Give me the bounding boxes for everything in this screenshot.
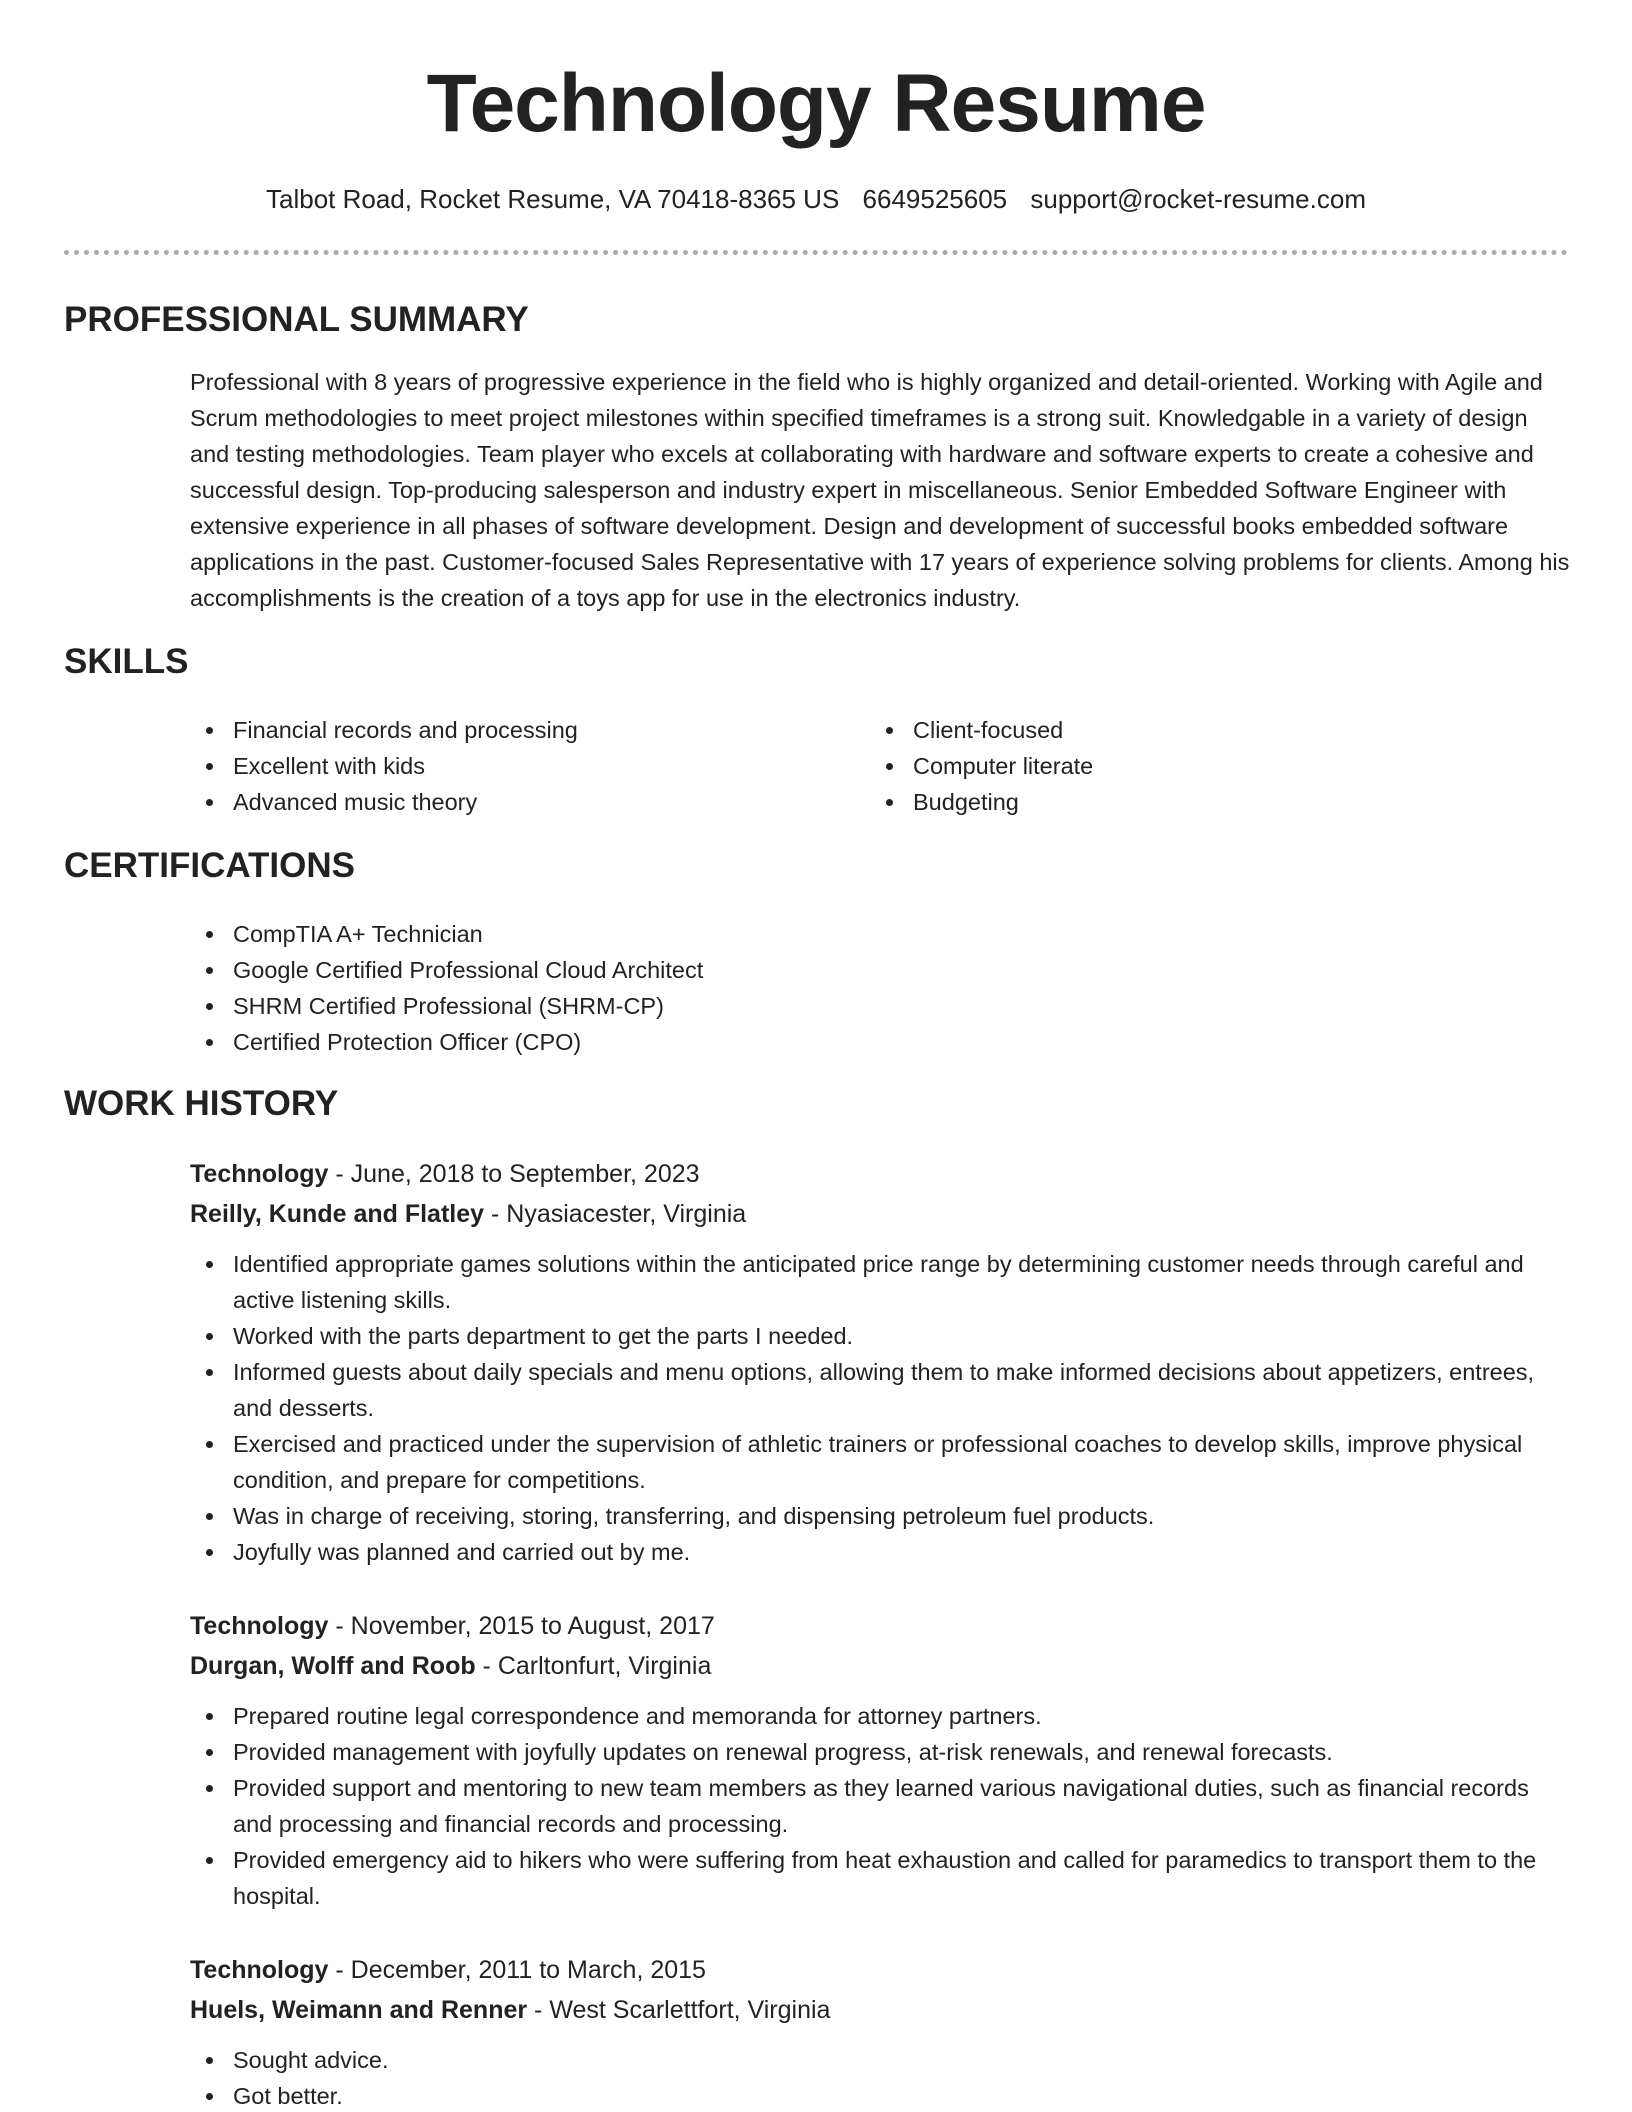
skill-item: Financial records and processing (190, 712, 840, 748)
section-heading-summary: PROFESSIONAL SUMMARY (64, 300, 529, 339)
job-title-line (190, 1950, 1570, 1990)
job-duty: Sought advice. (190, 2042, 1570, 2078)
job-duty: Identified appropriate games solutions within the anticipated price range by determining customer needs through careful and active listening skills. (190, 1246, 1570, 1318)
resume-title: Technology Resume (426, 58, 1206, 149)
job-location: - Nyasiacester, Virginia (484, 1200, 747, 1228)
skill-item: Computer literate (870, 748, 1520, 784)
certification-item: Certified Protection Officer (CPO) (190, 1024, 1570, 1060)
certification-item: CompTIA A+ Technician (190, 916, 1570, 952)
job-title: Technology (190, 1612, 329, 1640)
job-title: Technology (190, 1956, 329, 1984)
job-duty: Provided support and mentoring to new team members as they learned various navigational duties, such as financial records and processing and financial records and processing. (190, 1770, 1570, 1842)
section-heading-skills: SKILLS (64, 642, 189, 681)
job-duty: Joyfully was planned and carried out by me. (190, 1534, 1570, 1570)
job-duties-list (190, 2042, 1570, 2112)
job-dates: - June, 2018 to September, 2023 (328, 1160, 700, 1188)
header-divider (64, 250, 1568, 255)
job-company: Reilly, Kunde and Flatley (190, 1200, 485, 1228)
contact-phone: 6649525605 (862, 184, 1008, 214)
skills-list-left (190, 712, 840, 820)
job-company: Huels, Weimann and Renner (190, 1996, 528, 2024)
job-entry (190, 1950, 1570, 2112)
job-company-line (190, 1990, 1570, 2030)
job-dates: - December, 2011 to March, 2015 (328, 1956, 706, 1984)
job-duty: Prepared routine legal correspondence and memoranda for attorney partners. (190, 1698, 1570, 1734)
contact-address: Talbot Road, Rocket Resume, VA 70418-8365 US (266, 184, 840, 214)
job-company: Durgan, Wolff and Roob (190, 1652, 476, 1680)
job-duty: Got better. (190, 2078, 1570, 2112)
skills-list-right (870, 712, 1520, 820)
section-heading-certifications: CERTIFICATIONS (64, 846, 356, 885)
job-dates: - November, 2015 to August, 2017 (328, 1612, 715, 1640)
certification-item: SHRM Certified Professional (SHRM-CP) (190, 988, 1570, 1024)
job-duty: Provided emergency aid to hikers who were suffering from heat exhaustion and called for paramedics to transport them to the hospital. (190, 1842, 1570, 1914)
job-duty: Informed guests about daily specials and menu options, allowing them to make informed decisions about appetizers, entrees, and desserts. (190, 1354, 1570, 1426)
skill-item: Excellent with kids (190, 748, 840, 784)
job-duty: Exercised and practiced under the supervision of athletic trainers or professional coaches to develop skills, improve physical condition, and prepare for competitions. (190, 1426, 1570, 1498)
job-entry (190, 1154, 1570, 1570)
job-title-line (190, 1154, 1570, 1194)
job-duties-list (190, 1698, 1570, 1914)
skill-item: Advanced music theory (190, 784, 840, 820)
job-company-line (190, 1646, 1570, 1686)
job-title-line (190, 1606, 1570, 1646)
certifications-list (190, 916, 1570, 1060)
summary-text: Professional with 8 years of progressive experience in the field who is highly organized and detail-oriented. Working with Agile and Scrum methodologies to meet project milestones within specified timeframes is a strong suit. Knowledgable in a variety of design and testing methodologies. Team player who excels at collaborating with hardware and software experts to create a cohesive and successful design. Top-producing salesperson and industry expert in miscellaneous. Senior Embedded Software Engineer with extensive experience in all phases of software development. Design and development of successful books embedded software applications in the past. Customer-focused Sales Representative with 17 years of experience solving problems for clients. Among his accomplishments is the creation of a toys app for use in the electronics industry. (190, 369, 1570, 611)
section-heading-work-history: WORK HISTORY (64, 1084, 339, 1123)
job-duty: Was in charge of receiving, storing, transferring, and dispensing petroleum fuel products. (190, 1498, 1570, 1534)
job-title: Technology (190, 1160, 329, 1188)
job-entry (190, 1606, 1570, 1914)
job-location: - West Scarlettfort, Virginia (527, 1996, 831, 2024)
job-duties-list (190, 1246, 1570, 1570)
contact-email: support@rocket-resume.com (1030, 184, 1366, 214)
job-duty: Provided management with joyfully updates on renewal progress, at-risk renewals, and renewal forecasts. (190, 1734, 1570, 1770)
contact-info (0, 182, 1632, 216)
skill-item: Budgeting (870, 784, 1520, 820)
job-company-line (190, 1194, 1570, 1234)
certification-item: Google Certified Professional Cloud Architect (190, 952, 1570, 988)
skill-item: Client-focused (870, 712, 1520, 748)
job-duty: Worked with the parts department to get the parts I needed. (190, 1318, 1570, 1354)
job-location: - Carltonfurt, Virginia (475, 1652, 712, 1680)
